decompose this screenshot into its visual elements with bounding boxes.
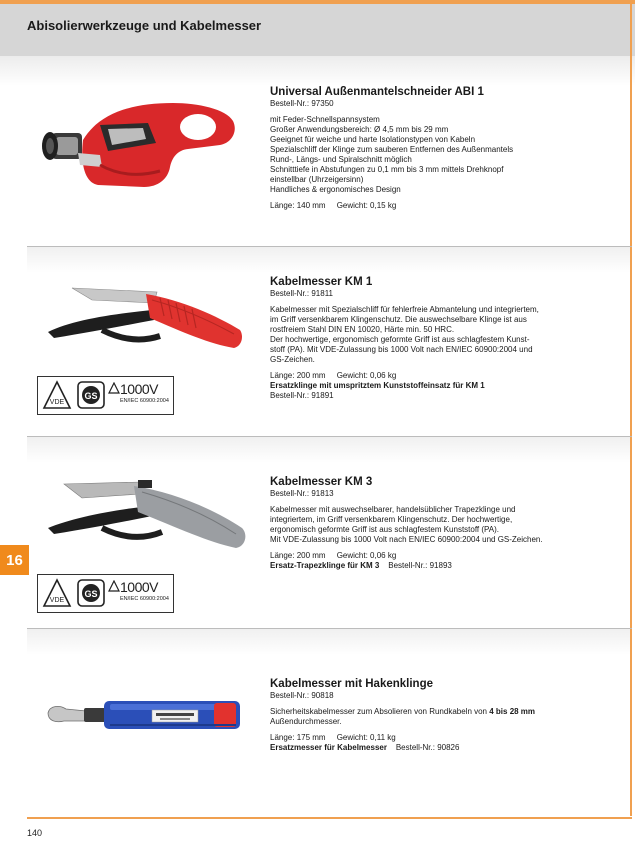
vde-mark-icon [42,380,72,410]
order-number: Bestell-Nr.: 91811 [270,289,333,298]
description-line: Kabelmesser mit Spezialschliff für fehlerfreie Abmantelung und integriertem, [270,305,539,314]
knife-km3-image [42,462,252,562]
description-line: Spezialschliff der Klinge zum sauberen Entfernen des Außenmantels [270,145,514,154]
gs-mark-icon [76,380,106,410]
certification-box [37,574,174,613]
spare-order-number: Bestell-Nr.: 90826 [395,743,460,752]
product-km1 [270,275,580,401]
spare-part: Ersatz-Trapezklinge für KM 3 [270,561,380,570]
product-title: Kabelmesser KM 1 [270,276,373,288]
header-shadow [0,56,635,86]
order-number: Bestell-Nr.: 90818 [270,691,334,700]
svg-text:GS: GS [84,391,98,401]
product-specs: Länge: 175 mm Gewicht: 0,11 kg [270,733,396,742]
voltage-rating: 1000V [120,579,158,595]
section-band [27,437,630,463]
footer-accent-rule [27,817,632,819]
svg-text:VDE: VDE [49,597,65,604]
product-specs: Länge: 200 mm Gewicht: 0,06 kg [270,371,397,380]
description-line: Schnitttiefe in Abstufungen zu 0,1 mm bis 3 mm mittels Drehknopf [270,165,504,174]
description-line: integriertem, im Griff versenkbarem Klingenschutz. Der hochwertige, [270,515,513,524]
product-title: Universal Außenmantelschneider ABI 1 [270,86,484,98]
product-specs: Länge: 140 mm Gewicht: 0,15 kg [270,201,397,210]
product-specs: Länge: 200 mm Gewicht: 0,06 kg [270,551,397,560]
description-line: ergonomisch geformte Griff ist aus schlagfestem Kunststoff (PA). [270,525,499,534]
description-line: Sicherheitskabelmesser zum Absolieren von Rundkabeln von [270,707,490,716]
chapter-tab: 16 [0,545,29,575]
product-km3 [270,475,580,571]
description-line: Der hochwertige, ergonomisch geformte Griff ist aus schlagfestem Kunst- [270,335,530,344]
description-line: Mit VDE-Zulassung bis 1000 Volt nach EN/IEC 60900:2004 und GS-Zeichen. [270,535,543,544]
order-number: Bestell-Nr.: 97350 [270,99,334,108]
product-title: Kabelmesser mit Hakenklinge [270,678,433,690]
knife-km1-image [42,270,247,365]
svg-text:GS: GS [84,589,98,599]
product-title: Kabelmesser KM 3 [270,476,373,488]
norm-label: EN/IEC 60900:2004 [120,398,169,404]
diameter-range: 4 bis 28 mm [489,707,536,716]
svg-text:VDE: VDE [49,399,65,406]
voltage-rating: 1000V [120,381,158,397]
description-line: rostfreiem Stahl DIN EN 10020, Härte min. 50 HRC. [270,325,455,334]
stripper-abi1-image [38,95,238,195]
spare-part: Ersatzmesser für Kabelmesser [270,743,387,752]
spare-order-number: Bestell-Nr.: 91893 [388,561,452,570]
description-line: Außendurchmesser. [270,717,342,726]
description-line: Rund-, Längs- und Spiralschnitt möglich [270,155,412,164]
description-line: im Griff versenkbarem Klingenschutz. Die auswechselbare Klinge ist aus [270,315,527,324]
page-number: 140 [27,828,43,838]
description-line: Handliches & ergonomisches Design [270,185,401,194]
description-line: Geeignet für weiche und harte Isolationstypen von Kabeln [270,135,476,144]
header-band [0,4,635,56]
spare-part: Ersatzklinge mit umspritztem Kunststoffeinsatz für KM 1 [270,381,485,390]
certification-box [37,376,174,415]
description-line: stoff (PA). Mit VDE-Zulassung bis 1000 Volt nach EN/IEC 60900:2004 und [270,345,533,354]
description-line: mit Feder-Schnellspannsystem [270,115,380,124]
description-line: einstellbar (Uhrzeigersinn) [270,175,364,184]
gs-mark-icon [76,578,106,608]
vde-mark-icon [42,578,72,608]
right-accent-rule [630,4,632,816]
hook-knife-image [46,695,246,740]
insulation-triangle-icon [108,382,120,394]
norm-label: EN/IEC 60900:2004 [120,596,169,602]
product-abi1 [270,85,580,211]
description-line: GS-Zeichen. [270,355,315,364]
description-line: Kabelmesser mit auswechselbarer, handelsüblicher Trapezklinge und [270,505,516,514]
order-number: Bestell-Nr.: 91813 [270,489,334,498]
section-band [27,629,630,655]
page-title: Abisolierwerkzeuge und Kabelmesser [27,18,262,33]
description-line: Großer Anwendungsbereich: Ø 4,5 mm bis 29 mm [270,125,449,134]
spare-order-number: Bestell-Nr.: 91891 [270,391,334,400]
product-hook-knife [270,677,580,753]
insulation-triangle-icon [108,580,120,592]
